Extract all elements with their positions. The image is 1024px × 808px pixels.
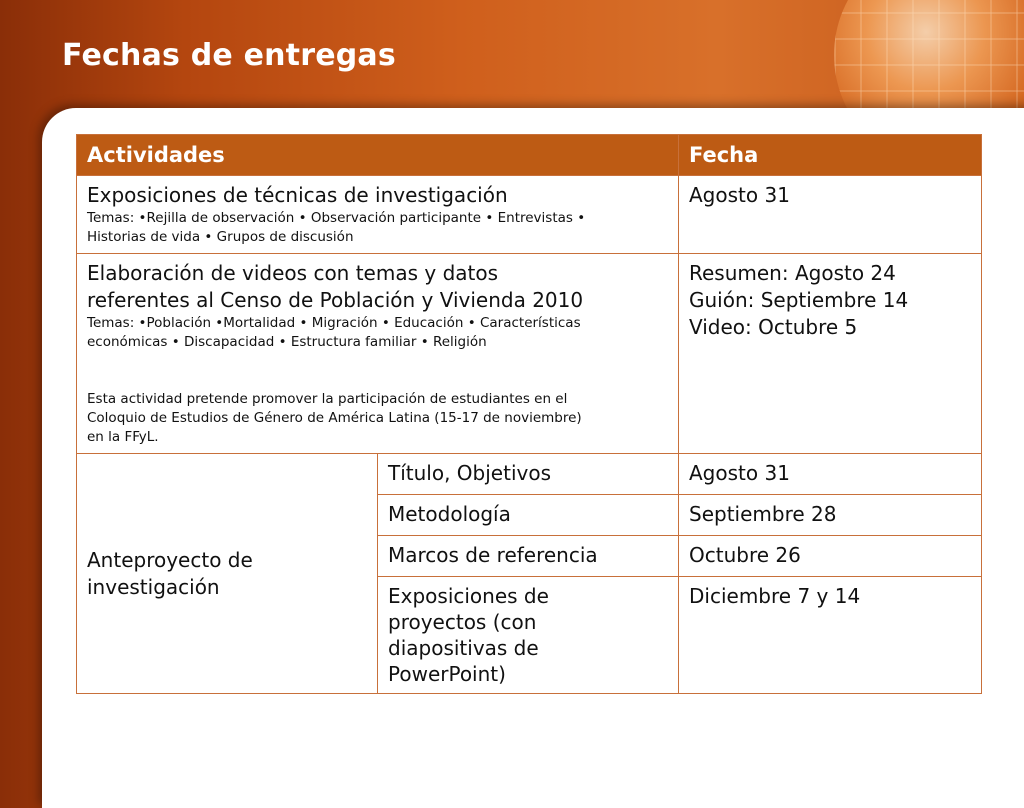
header-activities: Actividades — [77, 135, 679, 176]
activity-title: Elaboración de videos con temas y datos — [87, 261, 499, 285]
date-cell: Agosto 31 — [679, 454, 982, 495]
schedule-table — [76, 134, 982, 694]
activity-themes: Temas: •Población •Mortalidad • Migración • Educación • Características — [87, 315, 581, 331]
date-cell: Septiembre 28 — [679, 495, 982, 536]
subtask-cell: Título, Objetivos — [378, 454, 679, 495]
date-line: Resumen: Agosto 24 — [689, 261, 896, 285]
date-line: Video: Octubre 5 — [689, 315, 858, 339]
date-cell: Agosto 31 — [679, 176, 982, 254]
subtask-line: diapositivas de — [388, 636, 539, 660]
table-row — [77, 254, 982, 454]
activity-themes: económicas • Discapacidad • Estructura familiar • Religión — [87, 334, 487, 350]
subtask-line: proyectos (con — [388, 610, 537, 634]
activity-note: Coloquio de Estudios de Género de América Latina (15-17 de noviembre) — [87, 410, 582, 426]
date-cell — [679, 254, 982, 454]
header-row — [77, 135, 982, 176]
date-line: Guión: Septiembre 14 — [689, 288, 909, 312]
project-title: Anteproyecto de — [87, 547, 253, 572]
activity-themes: Historias de vida • Grupos de discusión — [87, 229, 354, 245]
activity-cell — [77, 176, 679, 254]
table-row — [77, 176, 982, 254]
activity-note: Esta actividad pretende promover la participación de estudiantes en el — [87, 391, 568, 407]
slide-title: Fechas de entregas — [62, 38, 396, 73]
activity-note: en la FFyL. — [87, 429, 159, 445]
activity-title: Exposiciones de técnicas de investigación — [87, 183, 508, 207]
header-date: Fecha — [679, 135, 982, 176]
subtask-cell — [378, 577, 679, 694]
activity-title: referentes al Censo de Población y Vivienda 2010 — [87, 288, 584, 312]
subtask-cell: Metodología — [378, 495, 679, 536]
date-cell: Octubre 26 — [679, 536, 982, 577]
activity-cell — [77, 254, 679, 454]
project-title: investigación — [87, 574, 220, 599]
subtask-line: PowerPoint) — [388, 662, 506, 686]
subtask-line: Exposiciones de — [388, 584, 549, 608]
project-cell — [77, 454, 378, 694]
subtask-cell: Marcos de referencia — [378, 536, 679, 577]
date-cell: Diciembre 7 y 14 — [679, 577, 982, 694]
table-row — [77, 454, 982, 495]
activity-themes: Temas: •Rejilla de observación • Observación participante • Entrevistas • — [87, 210, 586, 226]
